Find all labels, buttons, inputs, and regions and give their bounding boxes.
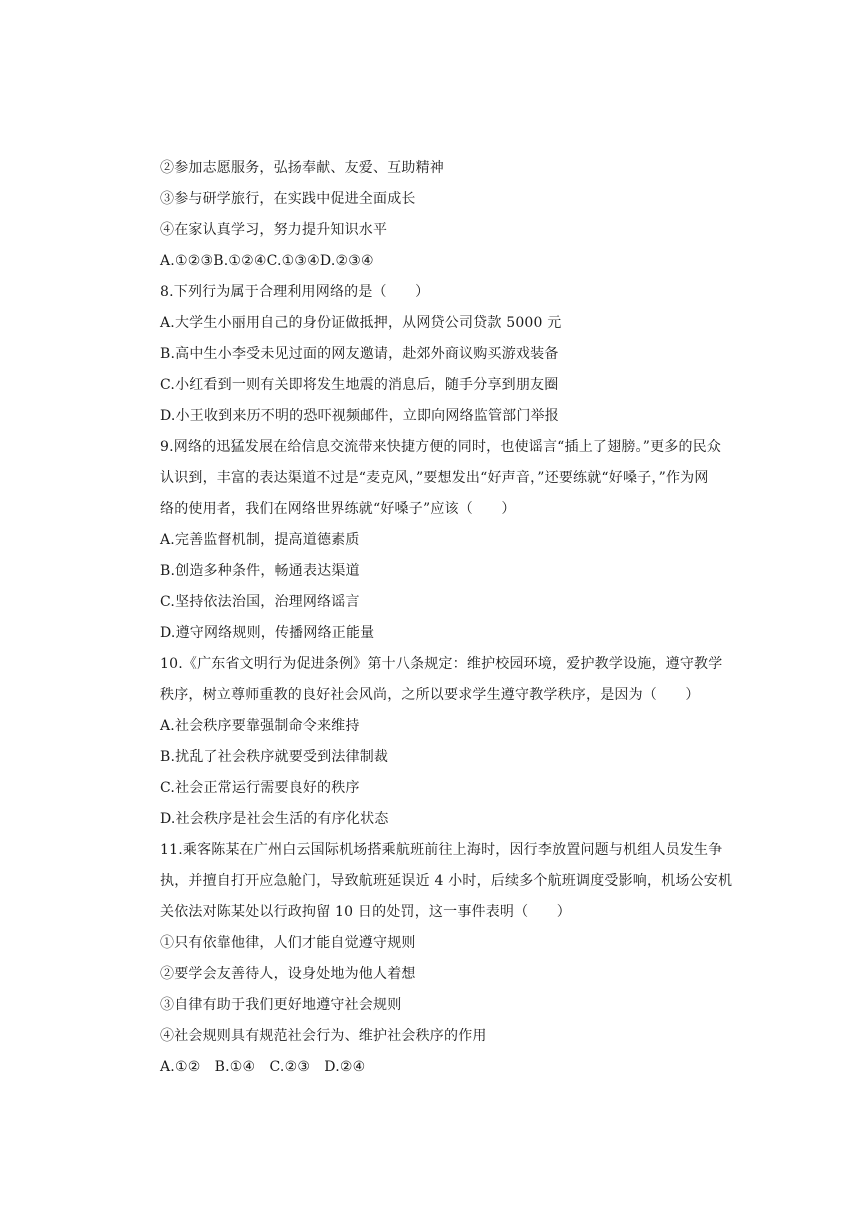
q11-statement-2: ②要学会友善待人，设身处地为他人着想 bbox=[160, 966, 416, 982]
question-9-stem-line-3: 络的使用者，我们在网络世界练就“好嗓子”应该（ ） bbox=[160, 501, 516, 517]
option-2-volunteer: ②参加志愿服务，弘扬奉献、友爱、互助精神 bbox=[160, 160, 444, 176]
q8-option-a: A.大学生小丽用自己的身份证做抵押，从网贷公司贷款 5000 元 bbox=[160, 315, 562, 331]
q8-option-d: D.小王收到来历不明的恐吓视频邮件，立即向网络监管部门举报 bbox=[160, 408, 559, 424]
q9-option-a: A.完善监督机制，提高道德素质 bbox=[160, 532, 360, 548]
question-9-stem-line-1: 9.网络的迅猛发展在给信息交流带来快捷方便的同时，也使谣言“插上了翅膀。”更多的民众 bbox=[160, 439, 722, 455]
question-9-stem-line-2: 认识到，丰富的表达渠道不过是“麦克风，”要想发出“好声音，”还要练就“好嗓子，”作为网 bbox=[160, 470, 709, 486]
q8-option-c: C.小红看到一则有关即将发生地震的消息后，随手分享到朋友圈 bbox=[160, 377, 559, 393]
option-4-study-home: ④在家认真学习，努力提升知识水平 bbox=[160, 222, 388, 238]
question-11-stem-line-2: 执，并擅自打开应急舱门，导致航班延误近 4 小时，后续多个航班调度受影响，机场公安机 bbox=[160, 873, 733, 889]
question-10-stem-line-2: 秩序，树立尊师重教的良好社会风尚，之所以要求学生遵守教学秩序，是因为（ ） bbox=[160, 687, 700, 703]
q11-statement-3: ③自律有助于我们更好地遵守社会规则 bbox=[160, 997, 402, 1013]
q7-answer-choices: A.①②③B.①②④C.①③④D.②③④ bbox=[160, 253, 374, 269]
q9-option-b: B.创造多种条件，畅通表达渠道 bbox=[160, 563, 360, 579]
question-11-stem-line-1: 11.乘客陈某在广州白云国际机场搭乘航班前往上海时，因行李放置问题与机组人员发生争 bbox=[160, 842, 723, 858]
q10-option-d: D.社会秩序是社会生活的有序化状态 bbox=[160, 811, 389, 827]
option-3-study-tour: ③参与研学旅行，在实践中促进全面成长 bbox=[160, 191, 416, 207]
q9-option-c: C.坚持依法治国，治理网络谣言 bbox=[160, 594, 360, 610]
q11-statement-1: ①只有依靠他律，人们才能自觉遵守规则 bbox=[160, 935, 416, 951]
q10-option-b: B.扰乱了社会秩序就要受到法律制裁 bbox=[160, 749, 389, 765]
question-10-stem-line-1: 10.《广东省文明行为促进条例》第十八条规定：维护校园环境，爱护教学设施，遵守教学 bbox=[160, 656, 723, 672]
question-11-stem-line-3: 关依法对陈某处以行政拘留 10 日的处罚，这一事件表明（ ） bbox=[160, 904, 571, 920]
question-8-stem: 8.下列行为属于合理利用网络的是（ ） bbox=[160, 284, 430, 300]
q8-option-b: B.高中生小李受未见过面的网友邀请，赴郊外商议购买游戏装备 bbox=[160, 346, 559, 362]
q10-option-a: A.社会秩序要靠强制命令来维持 bbox=[160, 718, 360, 734]
q11-statement-4: ④社会规则具有规范社会行为、维护社会秩序的作用 bbox=[160, 1028, 487, 1044]
q10-option-c: C.社会正常运行需要良好的秩序 bbox=[160, 780, 360, 796]
q9-option-d: D.遵守网络规则，传播网络正能量 bbox=[160, 625, 375, 641]
q11-answer-choices: A.①② B.①④ C.②③ D.②④ bbox=[160, 1059, 366, 1075]
